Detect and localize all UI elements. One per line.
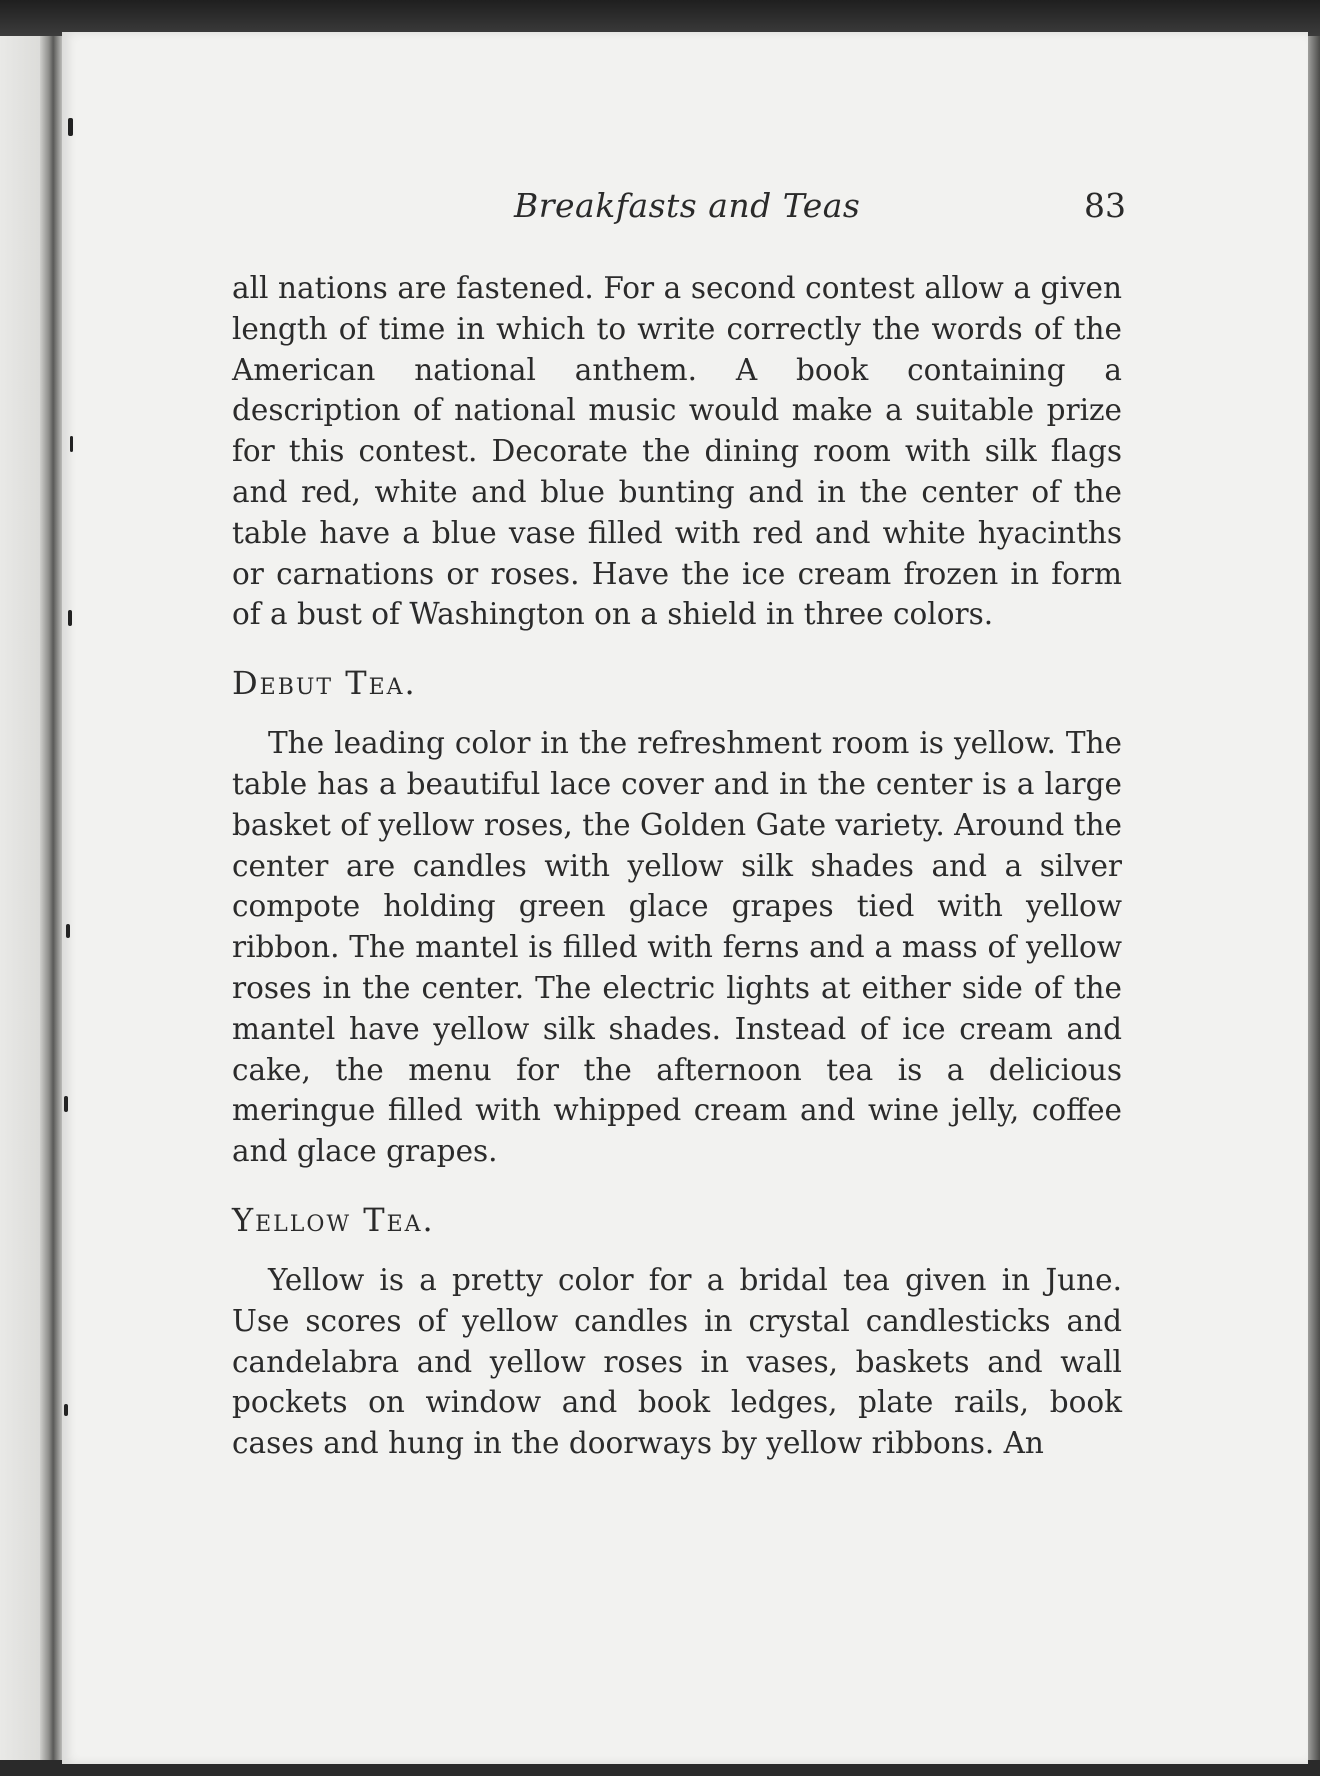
section-heading-yellow-tea: Yellow Tea. — [232, 1200, 435, 1239]
paragraph-debut-tea: The leading color in the refreshment room is yellow. The table has a beautiful lace cover and in the center is a large basket of yellow roses, the Golden Gate variety. Around the center are candles with yellow silk shades and a silver compote holding green glace grapes tied with yellow ribbon. The mantel is filled with ferns and a mass of yellow roses in the center. The electric lights at either side of the mantel have yellow silk shades. Instead of ice cream and cake, the menu for the afternoon tea is a delicious meringue filled with whipped cream and wine jelly, coffee and glace grapes. — [232, 726, 1122, 1169]
running-title: Breakfasts and Teas — [514, 186, 861, 225]
section-heading-debut-tea: Debut Tea. — [232, 664, 417, 703]
running-head — [236, 186, 1126, 236]
scan-top-border — [0, 0, 1320, 36]
scan-speck — [68, 118, 73, 136]
page-number: 83 — [1084, 186, 1126, 225]
scan-speck — [68, 610, 72, 626]
scan-speck — [66, 924, 70, 938]
scan-speck — [64, 1096, 68, 1112]
scan-speck — [64, 1404, 68, 1416]
paragraph-yellow-tea: Yellow is a pretty color for a bridal tea given in June. Use scores of yellow candles in crystal candlesticks and candelabra and yellow roses in vases, baskets and wall pockets on window and book ledges, plate rails, book cases and hung in the doorways by yellow ribbons. An — [232, 1262, 1122, 1461]
paragraph-continued: all nations are fastened. For a second contest allow a given length of time in which to write correctly the words of the American national anthem. A book containing a description of national music would make a suitable prize for this contest. Decorate the dining room with silk flags and red, white and blue bunting and in the center of the table have a blue vase filled with red and white hyacinths or carnations or roses. Have the ice cream frozen in form of a bust of Washington on a shield in three colors. — [232, 271, 1122, 632]
body-text — [232, 268, 1122, 1464]
scan-speck — [70, 436, 73, 452]
book-binding-edge — [40, 36, 62, 1776]
